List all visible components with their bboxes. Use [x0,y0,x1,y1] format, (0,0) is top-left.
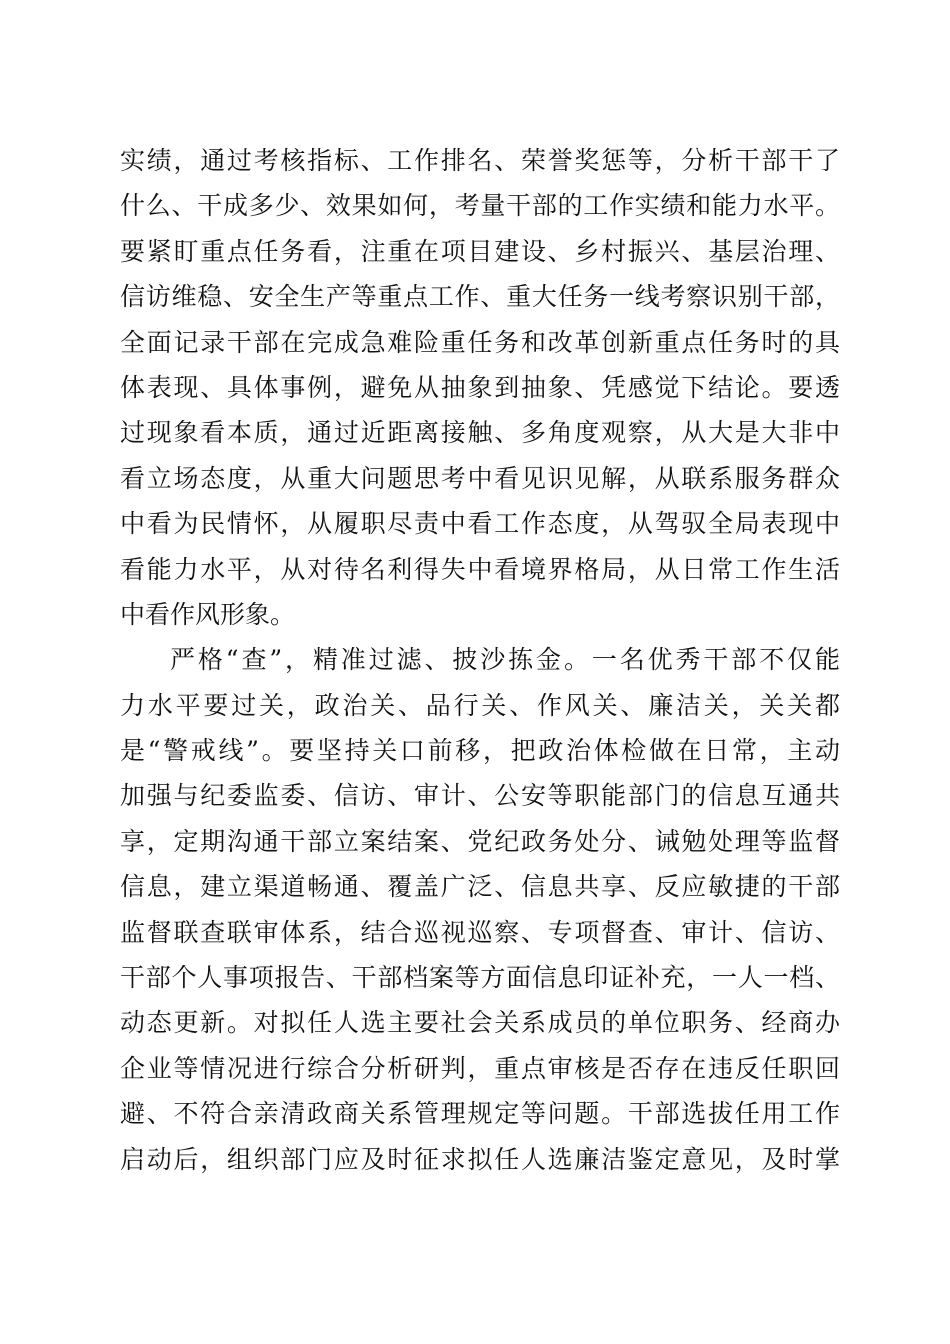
text-line: 监督联查联审体系，结合巡视巡察、专项督查、审计、信访、 [120,917,840,947]
text-line: 干部个人事项报告、干部档案等方面信息印证补充，一人一档、 [120,963,840,993]
text-line: 看立场态度，从重大问题思考中看见识见解，从联系服务群众 [120,463,840,493]
text-line: 体表现、具体事例，避免从抽象到抽象、凭感觉下结论。要透 [120,372,840,402]
text-line: 避、不符合亲清政商关系管理规定等问题。干部选拔任用工作 [120,1099,840,1129]
text-line: 什么、干成多少、效果如何，考量干部的工作实绩和能力水平。 [120,191,840,221]
text-line: 中看作风形象。 [120,599,296,629]
paragraph-first-line: 严格“查”，精准过滤、披沙拣金。一名优秀干部不仅能 [170,645,840,675]
text-line: 启动后，组织部门应及时征求拟任人选廉洁鉴定意见，及时掌 [120,1144,840,1174]
text-line: 实绩，通过考核指标、工作排名、荣誉奖惩等，分析干部干了 [120,146,840,175]
text-line: 要紧盯重点任务看，注重在项目建设、乡村振兴、基层治理、 [120,236,840,266]
body-text [120,138,840,1182]
text-line: 过现象看本质，通过近距离接触、多角度观察，从大是大非中 [120,418,840,448]
text-line: 信息，建立渠道畅通、覆盖广泛、信息共享、反应敏捷的干部 [120,872,840,902]
text-line: 企业等情况进行综合分析研判，重点审核是否存在违反任职回 [120,1053,840,1083]
text-line: 力水平要过关，政治关、品行关、作风关、廉洁关，关关都 [120,690,840,720]
text-line: 看能力水平，从对待名利得失中看境界格局，从日常工作生活 [120,554,840,584]
text-line: 动态更新。对拟任人选主要社会关系成员的单位职务、经商办 [120,1008,840,1038]
text-line: 是“警戒线”。要坚持关口前移，把政治体检做在日常，主动 [120,736,840,766]
text-line: 全面记录干部在完成急难险重任务和改革创新重点任务时的具 [120,327,840,357]
text-line: 中看为民情怀，从履职尽责中看工作态度，从驾驭全局表现中 [120,509,840,539]
text-line: 信访维稳、安全生产等重点工作、重大任务一线考察识别干部， [120,282,840,312]
text-line: 享，定期沟通干部立案结案、党纪政务处分、诫勉处理等监督 [120,826,840,856]
text-line: 加强与纪委监委、信访、审计、公安等职能部门的信息互通共 [120,781,840,811]
